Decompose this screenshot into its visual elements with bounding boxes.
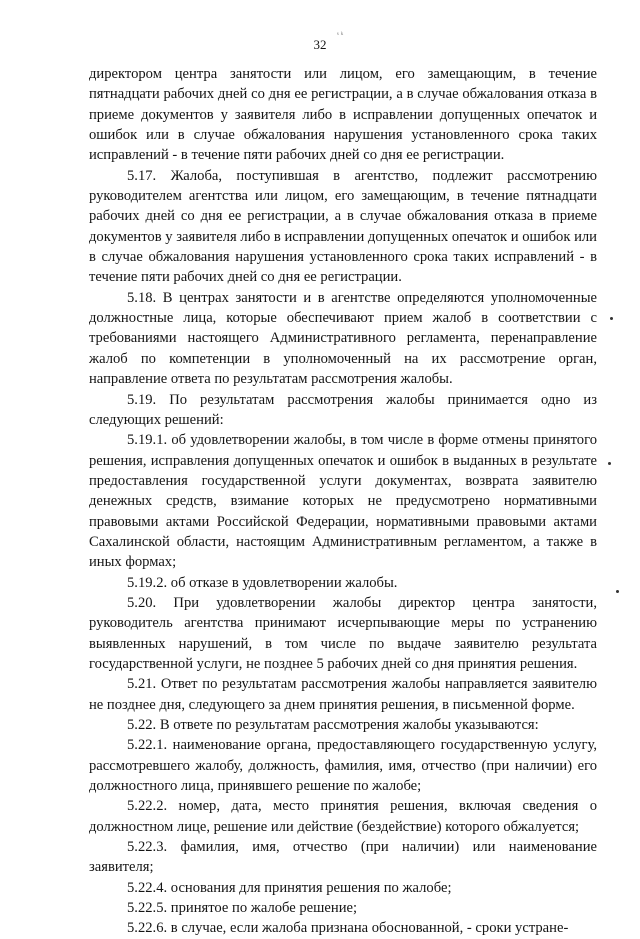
paragraph: 5.22.1. наименование органа, предоставляющего государственную услугу, рассмотревшего жалобу, должность, фамилия, имя, отчество (при наличии) его должностного лица, принявшего решение по жалобе; bbox=[89, 737, 597, 795]
paragraph: 5.22.5. принятое по жалобе решение; bbox=[127, 900, 358, 917]
paragraph: 5.22.6. в случае, если жалоба признана обоснованной, - сроки устране- bbox=[127, 920, 569, 937]
paragraph: 5.21. Ответ по результатам рассмотрения жалобы направляется заявителю не позднее дня, следующего за днем принятия решения, в письменной форме. bbox=[89, 676, 597, 713]
document-body bbox=[89, 64, 597, 939]
page-number: 32 bbox=[313, 37, 327, 52]
paragraph: 5.22.4. основания для принятия решения по жалобе; bbox=[127, 879, 452, 896]
paragraph: директором центра занятости или лицом, его замещающим, в течение пятнадцати рабочих дней со дня ее регистрации, а в случае обжалования отказа в приеме документов у заявителя либо в исправлении допущенных опечаток и ошибок или в случае обжалования нарушения установленного срока таких исправлений - в течение пяти рабочих дней со дня ее регистрации. bbox=[89, 66, 597, 164]
scan-speck bbox=[610, 317, 613, 320]
paragraph: 5.19.2. об отказе в удовлетворении жалобы. bbox=[127, 574, 398, 591]
paragraph: 5.17. Жалоба, поступившая в агентство, подлежит рассмотрению руководителем агентства или лицом, его замещающим, в течение пятнадцати рабочих дней со дня ее регистрации, а в случае обжалования отказа в приеме документов у заявителя либо в исправлении допущенных опечаток и ошибок или в случае обжалования нарушения установленного срока таких исправлений - в течение пяти рабочих дней со дня ее регистрации. bbox=[89, 167, 597, 286]
paragraph: 5.20. При удовлетворении жалобы директор центра занятости, руководитель агентства принимают исчерпывающие меры по устранению выявленных нарушений, в том числе по выдаче заявителю результата государственной услуги, не позднее 5 рабочих дней со дня принятия решения. bbox=[89, 594, 597, 672]
scan-mark: ˢ ᵏ bbox=[337, 30, 344, 39]
paragraph: 5.22.2. номер, дата, место принятия решения, включая сведения о должностном лице, решение или действие (бездействие) которого обжалуется; bbox=[89, 798, 597, 835]
paragraph: 5.22. В ответе по результатам рассмотрения жалобы указываются: bbox=[127, 717, 539, 733]
paragraph: 5.18. В центрах занятости и в агентстве определяются уполномоченные должностные лица, которые обеспечивают прием жалоб в соответствии с требованиями настоящего Административного регламента, перенаправление жалоб по компетенции в уполномоченный на их рассмотрение орган, направление ответа по результатам рассмотрения жалобы. bbox=[89, 289, 597, 388]
scan-speck bbox=[616, 590, 619, 593]
scan-speck bbox=[608, 462, 611, 465]
paragraph: 5.19. По результатам рассмотрения жалобы принимается одно из следующих решений: bbox=[89, 391, 597, 428]
paragraph: 5.19.1. об удовлетворении жалобы, в том числе в форме отмены принятого решения, исправления допущенных опечаток и ошибок в выданных в результате предоставления государственной услуги документах, возврата заявителю денежных средств, взимание которых не предусмотрено нормативными правовыми актами Российской Федерации, нормативными правовыми актами Сахалинской области, настоящим Административным регламентом, а также в иных формах; bbox=[89, 432, 597, 571]
paragraph: 5.22.3. фамилия, имя, отчество (при наличии) или наименование заявителя; bbox=[89, 839, 597, 876]
